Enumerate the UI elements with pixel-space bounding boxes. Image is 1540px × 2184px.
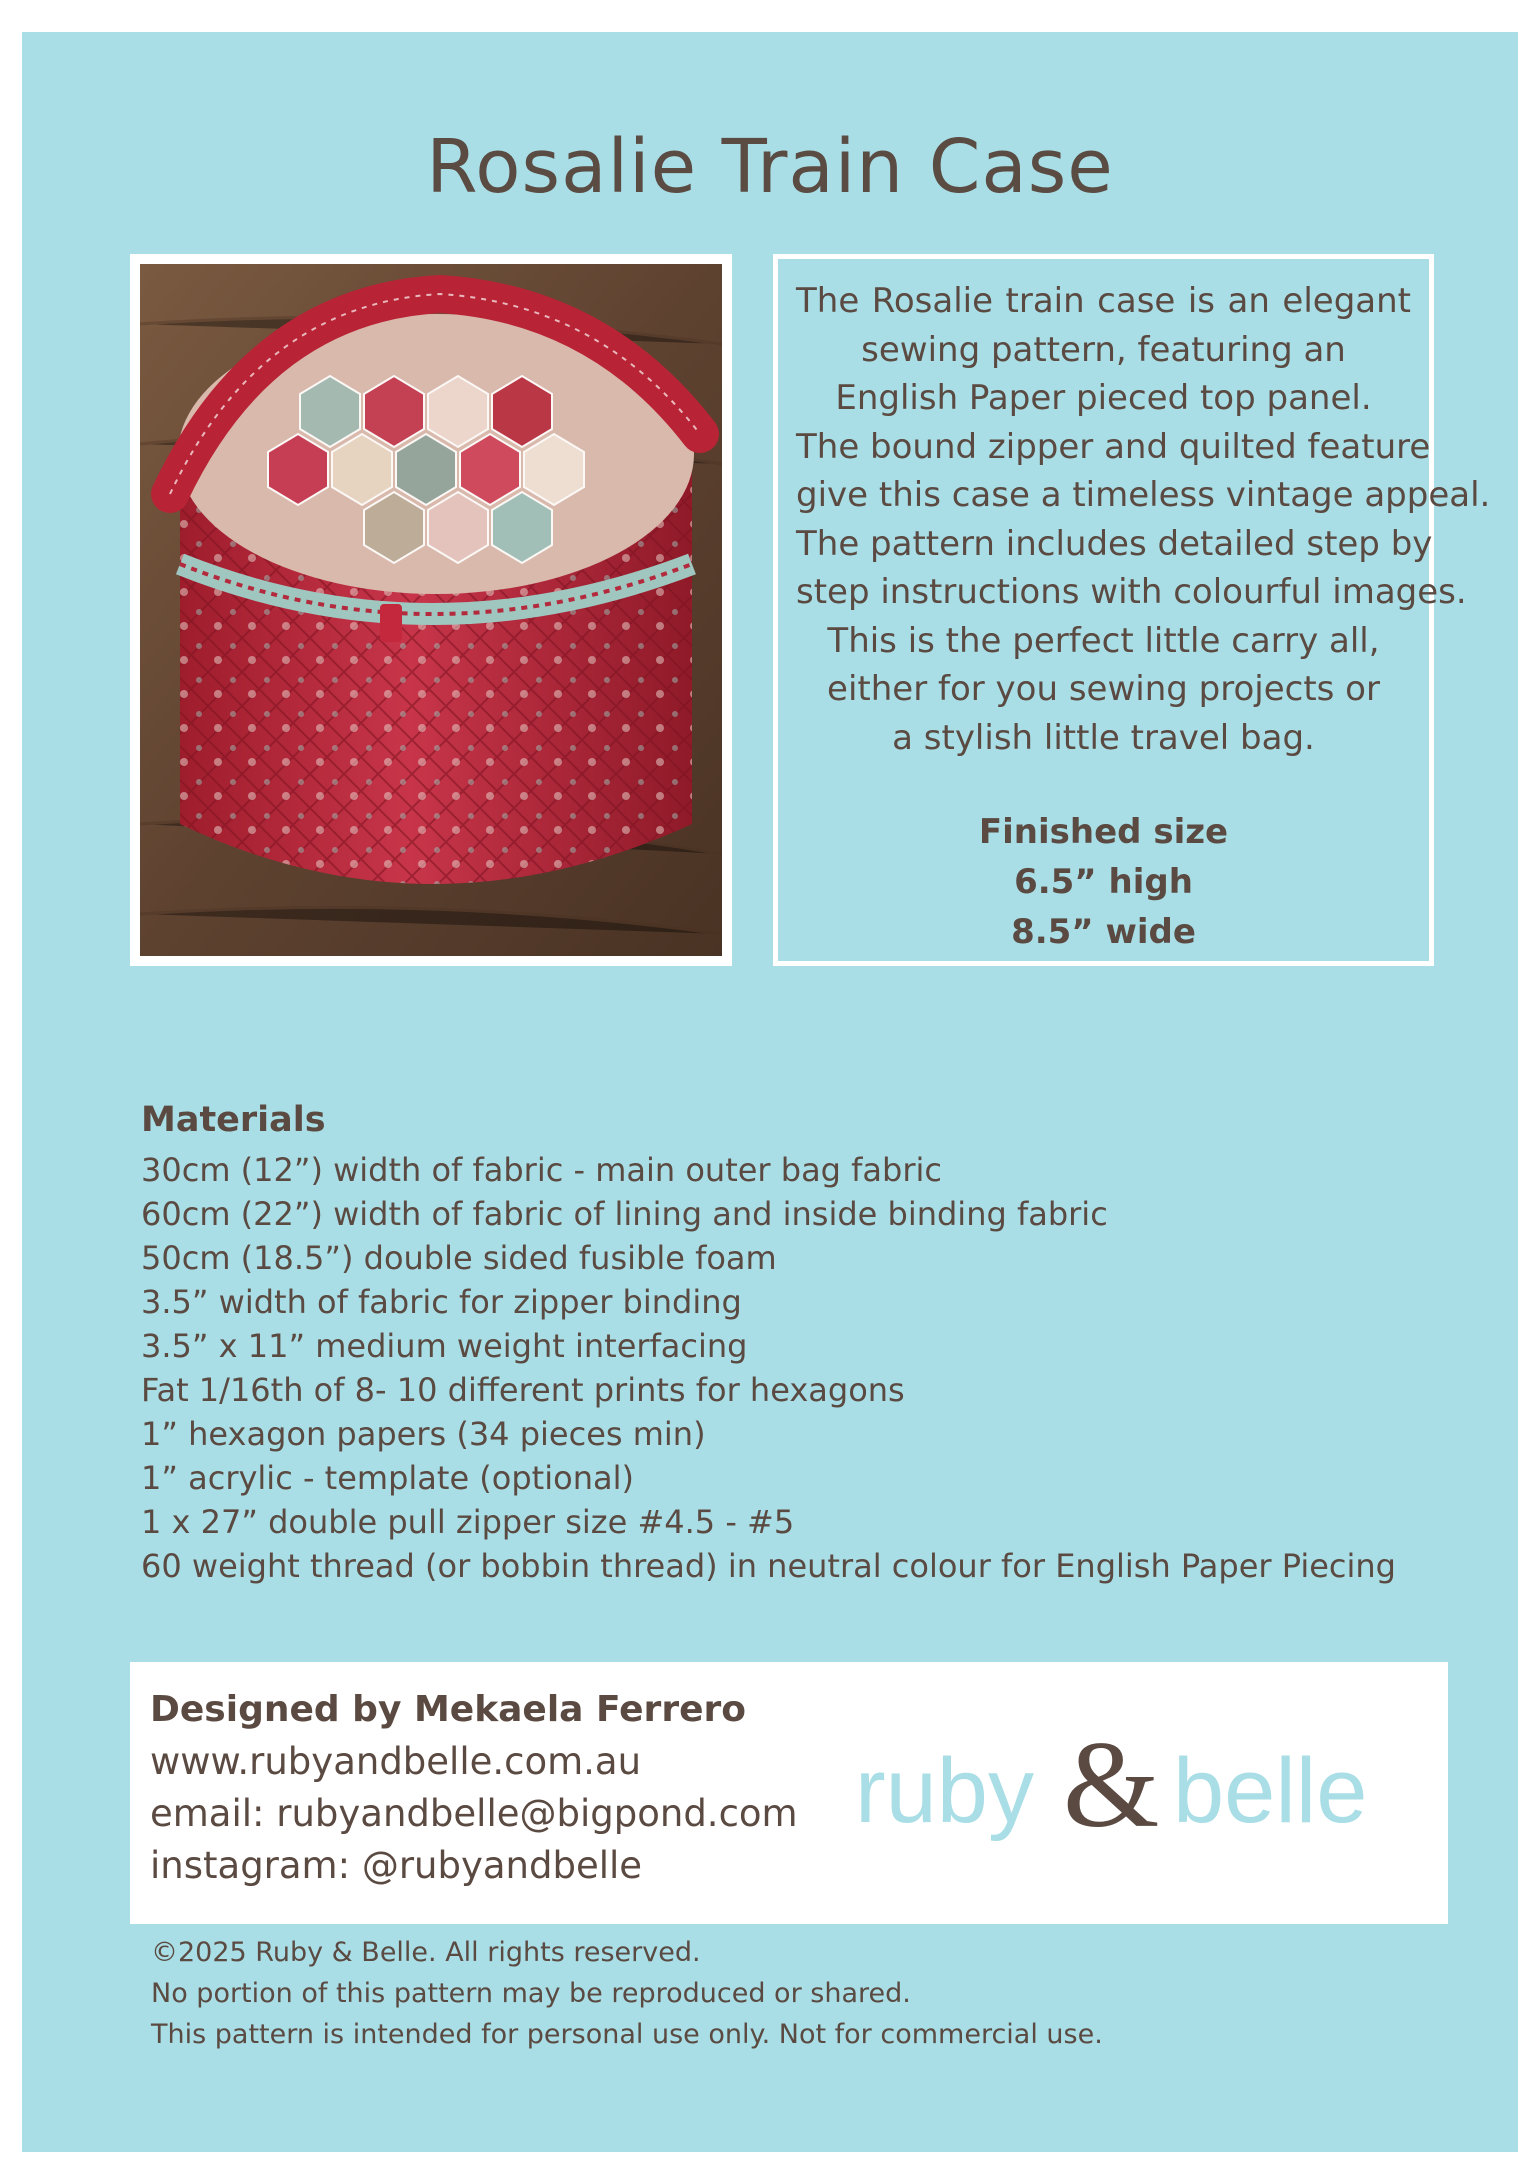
email-link[interactable]: email: rubyandbelle@bigpond.com: [150, 1792, 798, 1835]
materials-heading: Materials: [141, 1100, 326, 1140]
materials-list: [141, 1148, 1441, 1588]
product-photo: [140, 264, 722, 956]
copyright-notice: [151, 1932, 1103, 2055]
materials-item: 50cm (18.5”) double sided fusible foam: [141, 1239, 777, 1277]
description-text: [796, 277, 1491, 762]
copyright-line: No portion of this pattern may be reproduced or shared.: [151, 1978, 911, 2009]
description-line: give this case a timeless vintage appeal.: [796, 475, 1491, 515]
materials-section: [141, 1100, 1441, 1588]
page-title: Rosalie Train Case: [426, 124, 1114, 210]
materials-item: Fat 1/16th of 8- 10 different prints for hexagons: [141, 1371, 905, 1409]
contact-info: [150, 1684, 798, 1892]
logo-word-ruby: ruby: [855, 1740, 1034, 1842]
product-photo-frame: [130, 254, 732, 966]
instagram-link[interactable]: instagram: @rubyandbelle: [150, 1844, 643, 1887]
page-panel: [22, 32, 1518, 2152]
finished-size-label: Finished size: [978, 812, 1229, 852]
ruby-and-belle-logo: [855, 1722, 1415, 1852]
materials-item: 1” acrylic - template (optional): [141, 1459, 634, 1497]
materials-item: 60 weight thread (or bobbin thread) in neutral colour for English Paper Piecing: [141, 1547, 1396, 1585]
description-line: step instructions with colourful images.: [796, 572, 1467, 612]
description-line: The Rosalie train case is an elegant: [796, 281, 1411, 321]
description-line: English Paper pieced top panel.: [835, 378, 1372, 418]
designer-credit: Designed by Mekaela Ferrero: [150, 1689, 746, 1730]
description-line: sewing pattern, featuring an: [861, 329, 1346, 370]
materials-item: 3.5” x 11” medium weight interfacing: [141, 1327, 748, 1365]
materials-item: 60cm (22”) width of fabric of lining and inside binding fabric: [141, 1195, 1108, 1233]
finished-size-width: 8.5” wide: [1011, 912, 1196, 952]
description-line: The bound zipper and quilted feature: [796, 426, 1431, 467]
copyright-line: ©2025 Ruby & Belle. All rights reserved.: [151, 1937, 701, 1968]
description-line: a stylish little travel bag.: [892, 717, 1315, 758]
website-link[interactable]: www.rubyandbelle.com.au: [150, 1740, 642, 1783]
materials-item: 30cm (12”) width of fabric - main outer bag fabric: [141, 1151, 942, 1189]
logo-ampersand: &: [1063, 1722, 1160, 1852]
description-box: [773, 254, 1491, 966]
finished-size-height: 6.5” high: [1014, 862, 1193, 902]
description-line: The pattern includes detailed step by: [796, 523, 1433, 564]
materials-item: 3.5” width of fabric for zipper binding: [141, 1283, 742, 1321]
copyright-line: This pattern is intended for personal use only. Not for commercial use.: [151, 2019, 1103, 2050]
materials-item: 1” hexagon papers (34 pieces min): [141, 1415, 706, 1453]
contact-box: [130, 1662, 1448, 1924]
finished-size: [778, 807, 1429, 957]
logo-word-belle: belle: [1173, 1740, 1368, 1842]
description-line: This is the perfect little carry all,: [827, 620, 1380, 661]
train-case-illustration: [140, 264, 722, 956]
materials-item: 1 x 27” double pull zipper size #4.5 - #5: [141, 1503, 795, 1541]
description-line: either for you sewing projects or: [827, 669, 1380, 709]
